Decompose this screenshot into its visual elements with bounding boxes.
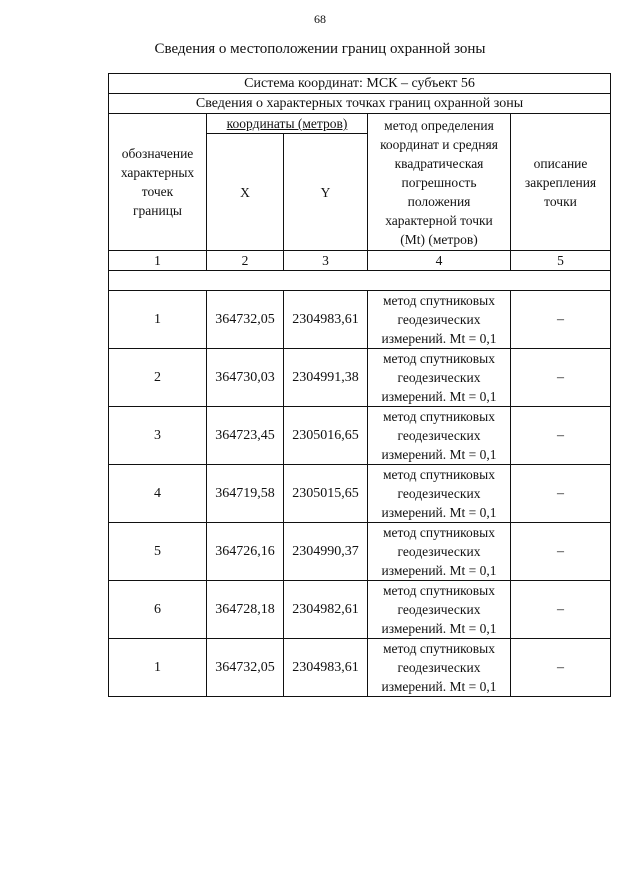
- y-cell: 2305015,65: [284, 465, 368, 523]
- header-line: обозначение: [121, 146, 194, 161]
- boundary-points-table: [108, 73, 611, 697]
- header-line: характерных: [120, 165, 195, 180]
- header-method: [368, 114, 511, 251]
- method-line: метод спутниковых: [383, 351, 495, 366]
- y-cell: 2304991,38: [284, 349, 368, 407]
- description-cell: –: [511, 291, 611, 349]
- coordinate-system-cell: Система координат: МСК – субъект 56: [109, 74, 611, 94]
- header-x: X: [207, 134, 284, 251]
- table-row: [109, 523, 611, 581]
- table-row: [109, 349, 611, 407]
- description-cell: –: [511, 465, 611, 523]
- method-line: геодезических: [397, 370, 481, 385]
- y-cell: 2304983,61: [284, 291, 368, 349]
- method-line: измерений. Mt = 0,1: [381, 389, 497, 404]
- method-line: метод спутниковых: [383, 525, 495, 540]
- header-line: (Mt) (метров): [400, 231, 478, 247]
- method-line: метод спутниковых: [383, 583, 495, 598]
- method-line: измерений. Mt = 0,1: [381, 563, 497, 578]
- point-cell: 1: [109, 639, 207, 697]
- description-cell: –: [511, 639, 611, 697]
- table-row: [109, 291, 611, 349]
- method-cell: [368, 407, 511, 465]
- method-line: измерений. Mt = 0,1: [381, 447, 497, 462]
- x-cell: 364728,18: [207, 581, 284, 639]
- method-line: геодезических: [397, 602, 481, 617]
- column-number: 3: [284, 251, 368, 271]
- table-row: [109, 639, 611, 697]
- method-line: измерений. Mt = 0,1: [381, 679, 497, 694]
- method-cell: [368, 291, 511, 349]
- method-cell: [368, 465, 511, 523]
- header-line: границы: [132, 203, 183, 218]
- header-line: погрешность: [401, 174, 477, 190]
- method-line: метод спутниковых: [383, 467, 495, 482]
- method-line: геодезических: [397, 544, 481, 559]
- column-number: 4: [368, 251, 511, 271]
- table-row: [109, 407, 611, 465]
- method-cell: [368, 639, 511, 697]
- column-number: 5: [511, 251, 611, 271]
- method-line: геодезических: [397, 428, 481, 443]
- header-line: координат и средняя: [380, 136, 498, 152]
- method-line: геодезических: [397, 660, 481, 675]
- method-line: измерений. Mt = 0,1: [381, 505, 497, 520]
- method-line: метод спутниковых: [383, 641, 495, 656]
- x-cell: 364719,58: [207, 465, 284, 523]
- header-line: метод определения: [384, 117, 494, 133]
- y-cell: 2304982,61: [284, 581, 368, 639]
- table-row: [109, 465, 611, 523]
- point-cell: 4: [109, 465, 207, 523]
- method-line: геодезических: [397, 312, 481, 327]
- column-number: 1: [109, 251, 207, 271]
- header-coordinates: координаты (метров): [207, 114, 368, 134]
- method-line: геодезических: [397, 486, 481, 501]
- x-cell: 364732,05: [207, 291, 284, 349]
- x-cell: 364723,45: [207, 407, 284, 465]
- header-designation: [109, 114, 207, 251]
- y-cell: 2304990,37: [284, 523, 368, 581]
- point-cell: 3: [109, 407, 207, 465]
- header-line: положения: [407, 193, 471, 209]
- method-cell: [368, 581, 511, 639]
- empty-cell: [109, 271, 611, 291]
- header-line: точки: [544, 193, 577, 209]
- method-line: измерений. Mt = 0,1: [381, 331, 497, 346]
- page-number: 68: [314, 12, 326, 26]
- description-cell: –: [511, 581, 611, 639]
- point-cell: 5: [109, 523, 207, 581]
- x-cell: 364732,05: [207, 639, 284, 697]
- header-line: описание: [533, 155, 588, 171]
- point-cell: 1: [109, 291, 207, 349]
- y-cell: 2304983,61: [284, 639, 368, 697]
- document-title: Сведения о местоположении границ охранной зоны: [154, 41, 486, 57]
- x-cell: 364730,03: [207, 349, 284, 407]
- header-description: [511, 114, 611, 251]
- header-line: квадратическая: [394, 155, 484, 171]
- column-number: 2: [207, 251, 284, 271]
- table-row: [109, 581, 611, 639]
- x-cell: 364726,16: [207, 523, 284, 581]
- header-line: закрепления: [524, 174, 597, 190]
- header-line: точек: [141, 184, 174, 199]
- point-cell: 6: [109, 581, 207, 639]
- header-y: Y: [284, 134, 368, 251]
- method-cell: [368, 349, 511, 407]
- y-cell: 2305016,65: [284, 407, 368, 465]
- description-cell: –: [511, 349, 611, 407]
- point-cell: 2: [109, 349, 207, 407]
- method-line: метод спутниковых: [383, 293, 495, 308]
- description-cell: –: [511, 407, 611, 465]
- method-line: измерений. Mt = 0,1: [381, 621, 497, 636]
- table-caption-cell: Сведения о характерных точках границ охранной зоны: [109, 94, 611, 114]
- description-cell: –: [511, 523, 611, 581]
- empty-row: [109, 271, 611, 291]
- header-line: характерной точки: [385, 212, 493, 228]
- method-line: метод спутниковых: [383, 409, 495, 424]
- method-cell: [368, 523, 511, 581]
